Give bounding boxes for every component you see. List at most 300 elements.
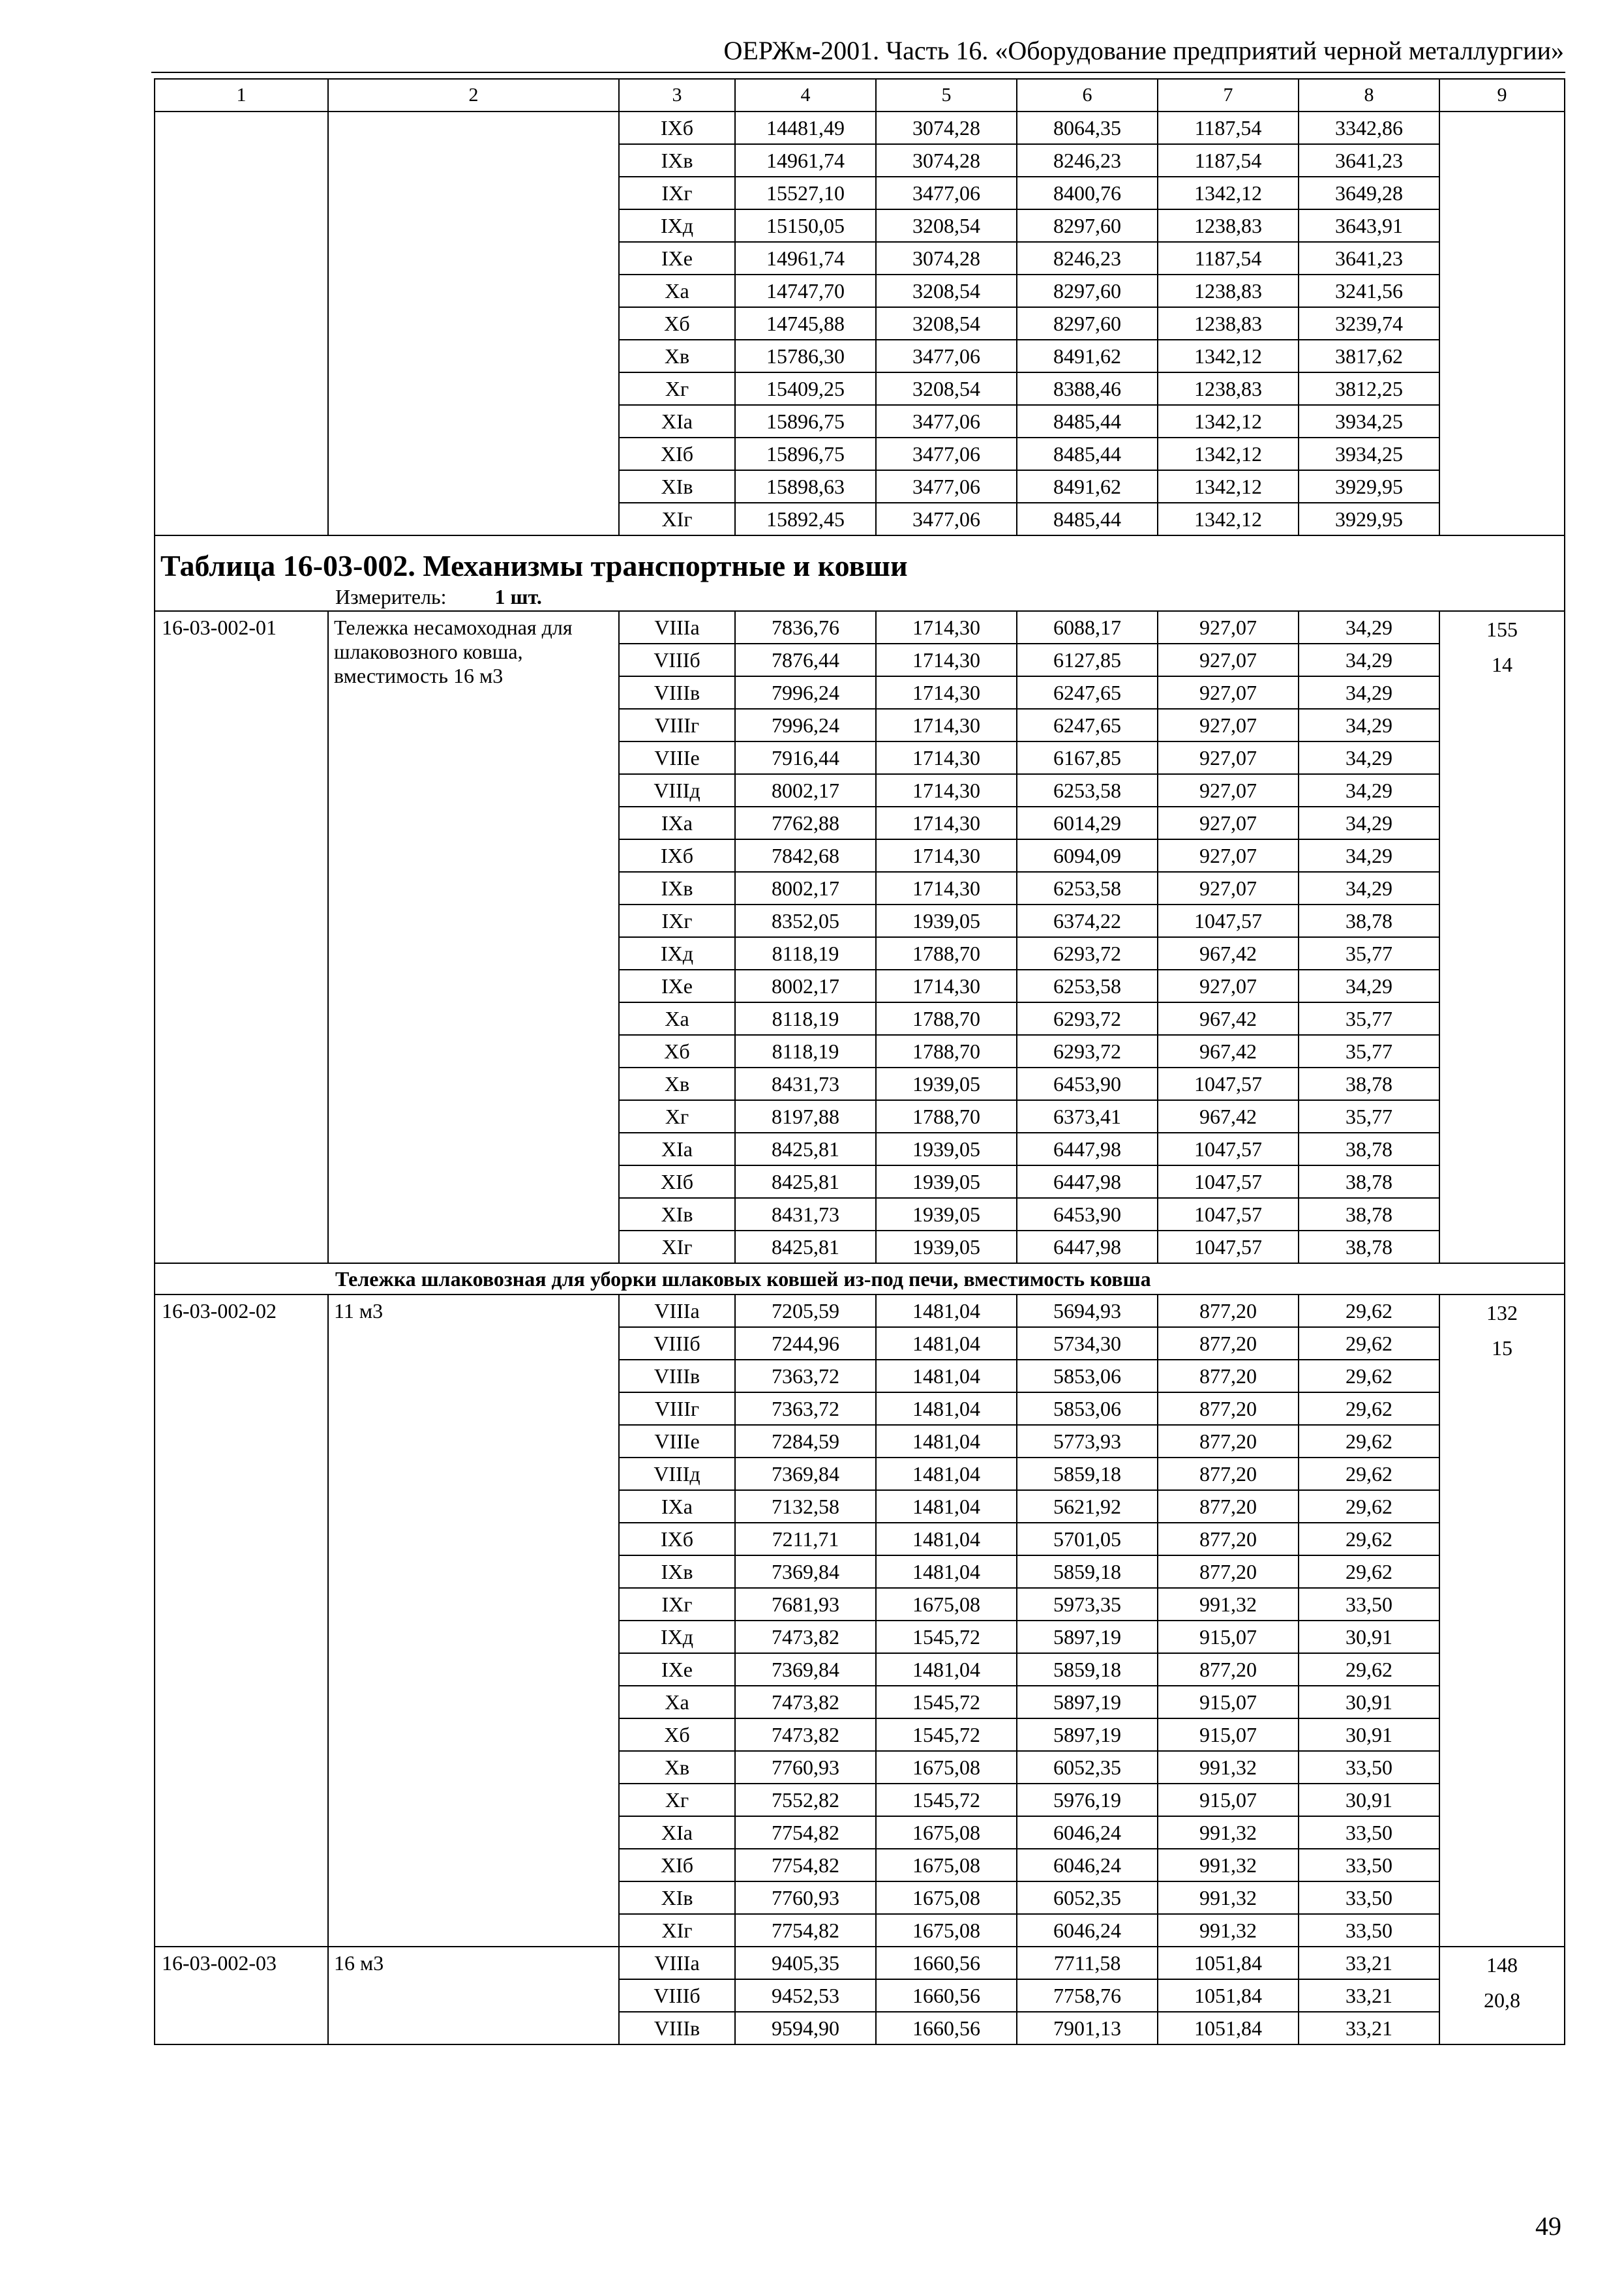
wages-cell: 1675,08 <box>876 1751 1017 1784</box>
wages-cell: 1788,70 <box>876 1035 1017 1068</box>
district-cell: VIIIе <box>619 1425 735 1458</box>
wages-cell: 1481,04 <box>876 1555 1017 1588</box>
equipment-cost-cell: 8388,46 <box>1017 372 1158 405</box>
item-note-value: 132 <box>1486 1301 1518 1324</box>
district-cell: VIIIб <box>619 1327 735 1360</box>
machine-cost-cell: 915,07 <box>1158 1621 1299 1653</box>
unit-value: 1 шт. <box>494 585 542 609</box>
table-row <box>155 1294 1565 1327</box>
wages-cell: 1939,05 <box>876 1068 1017 1100</box>
machine-cost-cell: 927,07 <box>1158 970 1299 1002</box>
district-cell: XIб <box>619 438 735 470</box>
wages-cell: 1714,30 <box>876 611 1017 644</box>
equipment-cost-cell: 6447,98 <box>1017 1165 1158 1198</box>
machine-cost-cell: 967,42 <box>1158 1035 1299 1068</box>
machinist-wages-cell: 33,50 <box>1299 1914 1439 1947</box>
district-cell: Xб <box>619 1718 735 1751</box>
machinist-wages-cell: 38,78 <box>1299 1198 1439 1231</box>
wages-cell: 1788,70 <box>876 1002 1017 1035</box>
wages-cell: 1714,30 <box>876 741 1017 774</box>
unit-label: Измеритель: <box>335 585 447 609</box>
district-cell: Xб <box>619 307 735 340</box>
machine-cost-cell: 915,07 <box>1158 1718 1299 1751</box>
machine-cost-cell: 991,32 <box>1158 1751 1299 1784</box>
machinist-wages-cell: 3643,91 <box>1299 209 1439 242</box>
district-cell: VIIIб <box>619 644 735 676</box>
district-cell: XIб <box>619 1165 735 1198</box>
code-cell <box>155 112 328 535</box>
total-cost-cell: 7284,59 <box>735 1425 876 1458</box>
equipment-cost-cell: 8297,60 <box>1017 209 1158 242</box>
district-cell: IXе <box>619 1653 735 1686</box>
machine-cost-cell: 1238,83 <box>1158 372 1299 405</box>
machinist-wages-cell: 30,91 <box>1299 1718 1439 1751</box>
machine-cost-cell: 1047,57 <box>1158 1231 1299 1263</box>
district-cell: IXе <box>619 242 735 275</box>
equipment-cost-cell: 6374,22 <box>1017 905 1158 937</box>
district-cell: XIв <box>619 470 735 503</box>
total-cost-cell: 8002,17 <box>735 970 876 1002</box>
total-cost-cell: 15892,45 <box>735 503 876 535</box>
total-cost-cell: 7211,71 <box>735 1523 876 1555</box>
total-cost-cell: 9405,35 <box>735 1947 876 1979</box>
machine-cost-cell: 1342,12 <box>1158 340 1299 372</box>
name-cell <box>328 112 619 535</box>
total-cost-cell: 15527,10 <box>735 177 876 209</box>
machine-cost-cell: 1051,84 <box>1158 1947 1299 1979</box>
district-cell: XIг <box>619 503 735 535</box>
total-cost-cell: 14961,74 <box>735 144 876 177</box>
column-number: 7 <box>1158 79 1299 112</box>
equipment-cost-cell: 5897,19 <box>1017 1686 1158 1718</box>
machine-cost-cell: 877,20 <box>1158 1327 1299 1360</box>
machinist-wages-cell: 33,50 <box>1299 1588 1439 1621</box>
machine-cost-cell: 1187,54 <box>1158 112 1299 144</box>
machine-cost-cell: 1047,57 <box>1158 1198 1299 1231</box>
table-title: Таблица 16-03-002. Механизмы транспортные и ковши <box>155 535 1565 584</box>
equipment-cost-cell: 5973,35 <box>1017 1588 1158 1621</box>
table-row <box>155 1947 1565 1979</box>
total-cost-cell: 8425,81 <box>735 1231 876 1263</box>
total-cost-cell: 7754,82 <box>735 1914 876 1947</box>
total-cost-cell: 7916,44 <box>735 741 876 774</box>
item-code: 16-03-002-03 <box>155 1947 328 2044</box>
district-cell: IXб <box>619 839 735 872</box>
item-note-value: 20,8 <box>1484 1988 1520 2012</box>
machinist-wages-cell: 29,62 <box>1299 1490 1439 1523</box>
machine-cost-cell: 877,20 <box>1158 1490 1299 1523</box>
machine-cost-cell: 967,42 <box>1158 1100 1299 1133</box>
district-cell: IXб <box>619 112 735 144</box>
wages-cell: 1675,08 <box>876 1849 1017 1881</box>
total-cost-cell: 7205,59 <box>735 1294 876 1327</box>
equipment-cost-cell: 8297,60 <box>1017 307 1158 340</box>
total-cost-cell: 8002,17 <box>735 872 876 905</box>
total-cost-cell: 8431,73 <box>735 1198 876 1231</box>
wages-cell: 1714,30 <box>876 644 1017 676</box>
subheading-row <box>155 1263 1565 1294</box>
item-name: 16 м3 <box>328 1947 619 2044</box>
total-cost-cell: 7473,82 <box>735 1718 876 1751</box>
district-cell: VIIIе <box>619 741 735 774</box>
total-cost-cell: 7369,84 <box>735 1653 876 1686</box>
machinist-wages-cell: 34,29 <box>1299 611 1439 644</box>
machine-cost-cell: 877,20 <box>1158 1653 1299 1686</box>
machine-cost-cell: 1342,12 <box>1158 405 1299 438</box>
machine-cost-cell: 915,07 <box>1158 1784 1299 1816</box>
machinist-wages-cell: 34,29 <box>1299 872 1439 905</box>
equipment-cost-cell: 5897,19 <box>1017 1718 1158 1751</box>
machine-cost-cell: 927,07 <box>1158 807 1299 839</box>
machinist-wages-cell: 3812,25 <box>1299 372 1439 405</box>
item-code: 16-03-002-01 <box>155 611 328 1263</box>
wages-cell: 1939,05 <box>876 905 1017 937</box>
equipment-cost-cell: 5853,06 <box>1017 1360 1158 1392</box>
equipment-cost-cell: 5773,93 <box>1017 1425 1158 1458</box>
district-cell: XIг <box>619 1914 735 1947</box>
total-cost-cell: 15898,63 <box>735 470 876 503</box>
total-cost-cell: 7473,82 <box>735 1686 876 1718</box>
total-cost-cell: 8118,19 <box>735 1002 876 1035</box>
column-number-row <box>155 79 1565 112</box>
district-cell: Xа <box>619 275 735 307</box>
equipment-cost-cell: 7758,76 <box>1017 1979 1158 2012</box>
wages-cell: 1939,05 <box>876 1198 1017 1231</box>
machine-cost-cell: 927,07 <box>1158 676 1299 709</box>
machine-cost-cell: 927,07 <box>1158 741 1299 774</box>
machine-cost-cell: 991,32 <box>1158 1849 1299 1881</box>
machine-cost-cell: 1187,54 <box>1158 144 1299 177</box>
machinist-wages-cell: 35,77 <box>1299 1100 1439 1133</box>
machinist-wages-cell: 30,91 <box>1299 1621 1439 1653</box>
machine-cost-cell: 991,32 <box>1158 1914 1299 1947</box>
machine-cost-cell: 1342,12 <box>1158 503 1299 535</box>
equipment-cost-cell: 8400,76 <box>1017 177 1158 209</box>
district-cell: VIIIб <box>619 1979 735 2012</box>
wages-cell: 1939,05 <box>876 1165 1017 1198</box>
wages-cell: 1714,30 <box>876 774 1017 807</box>
total-cost-cell: 15896,75 <box>735 405 876 438</box>
machinist-wages-cell: 33,21 <box>1299 2012 1439 2044</box>
equipment-cost-cell: 6293,72 <box>1017 1035 1158 1068</box>
district-cell: XIв <box>619 1881 735 1914</box>
district-cell: VIIIд <box>619 774 735 807</box>
equipment-cost-cell: 5701,05 <box>1017 1523 1158 1555</box>
total-cost-cell: 7244,96 <box>735 1327 876 1360</box>
total-cost-cell: 15150,05 <box>735 209 876 242</box>
wages-cell: 3477,06 <box>876 340 1017 372</box>
machinist-wages-cell: 33,21 <box>1299 1979 1439 2012</box>
equipment-cost-cell: 6088,17 <box>1017 611 1158 644</box>
wages-cell: 1545,72 <box>876 1718 1017 1751</box>
machine-cost-cell: 1047,57 <box>1158 1165 1299 1198</box>
wages-cell: 1714,30 <box>876 807 1017 839</box>
machinist-wages-cell: 29,62 <box>1299 1294 1439 1327</box>
machinist-wages-cell: 38,78 <box>1299 1231 1439 1263</box>
wages-cell: 1481,04 <box>876 1653 1017 1686</box>
district-cell: Xа <box>619 1686 735 1718</box>
district-cell: Xв <box>619 1751 735 1784</box>
equipment-cost-cell: 5853,06 <box>1017 1392 1158 1425</box>
district-cell: Xв <box>619 340 735 372</box>
item-name: Тележка несамоходная для шлаковозного ковша, вместимость 16 м3 <box>328 611 619 1263</box>
wages-cell: 1675,08 <box>876 1914 1017 1947</box>
machinist-wages-cell: 3641,23 <box>1299 242 1439 275</box>
total-cost-cell: 9594,90 <box>735 2012 876 2044</box>
wages-cell: 1660,56 <box>876 1947 1017 1979</box>
wages-cell: 1481,04 <box>876 1294 1017 1327</box>
equipment-cost-cell: 8485,44 <box>1017 405 1158 438</box>
column-number: 5 <box>876 79 1017 112</box>
item-notes <box>1439 1294 1565 1947</box>
unit-row <box>155 584 1565 611</box>
equipment-cost-cell: 6453,90 <box>1017 1198 1158 1231</box>
machine-cost-cell: 915,07 <box>1158 1686 1299 1718</box>
total-cost-cell: 8431,73 <box>735 1068 876 1100</box>
wages-cell: 1675,08 <box>876 1588 1017 1621</box>
district-cell: VIIIа <box>619 1947 735 1979</box>
district-cell: XIв <box>619 1198 735 1231</box>
machine-cost-cell: 991,32 <box>1158 1816 1299 1849</box>
item-notes <box>1439 1947 1565 2044</box>
page-number: 49 <box>1535 2211 1561 2241</box>
machine-cost-cell: 1047,57 <box>1158 1133 1299 1165</box>
machinist-wages-cell: 38,78 <box>1299 1133 1439 1165</box>
equipment-cost-cell: 5859,18 <box>1017 1653 1158 1686</box>
machinist-wages-cell: 34,29 <box>1299 774 1439 807</box>
total-cost-cell: 8002,17 <box>735 774 876 807</box>
wages-cell: 1714,30 <box>876 839 1017 872</box>
column-number: 2 <box>328 79 619 112</box>
total-cost-cell: 7369,84 <box>735 1555 876 1588</box>
total-cost-cell: 7754,82 <box>735 1849 876 1881</box>
machinist-wages-cell: 33,50 <box>1299 1849 1439 1881</box>
machinist-wages-cell: 3929,95 <box>1299 503 1439 535</box>
equipment-cost-cell: 6373,41 <box>1017 1100 1158 1133</box>
total-cost-cell: 7760,93 <box>735 1881 876 1914</box>
equipment-cost-cell: 8297,60 <box>1017 275 1158 307</box>
table-title-row <box>155 535 1565 584</box>
machine-cost-cell: 927,07 <box>1158 839 1299 872</box>
machine-cost-cell: 877,20 <box>1158 1392 1299 1425</box>
equipment-cost-cell: 5621,92 <box>1017 1490 1158 1523</box>
total-cost-cell: 7760,93 <box>735 1751 876 1784</box>
wages-cell: 3208,54 <box>876 372 1017 405</box>
district-cell: VIIIв <box>619 2012 735 2044</box>
item-notes <box>1439 611 1565 1263</box>
district-cell: IXг <box>619 177 735 209</box>
machine-cost-cell: 927,07 <box>1158 709 1299 741</box>
column-number: 9 <box>1439 79 1565 112</box>
equipment-cost-cell: 6046,24 <box>1017 1849 1158 1881</box>
machinist-wages-cell: 34,29 <box>1299 839 1439 872</box>
wages-cell: 1481,04 <box>876 1392 1017 1425</box>
wages-cell: 3208,54 <box>876 209 1017 242</box>
district-cell: XIа <box>619 1816 735 1849</box>
equipment-cost-cell: 8064,35 <box>1017 112 1158 144</box>
district-cell: IXа <box>619 807 735 839</box>
equipment-cost-cell: 8485,44 <box>1017 503 1158 535</box>
equipment-cost-cell: 5976,19 <box>1017 1784 1158 1816</box>
wages-cell: 3477,06 <box>876 438 1017 470</box>
equipment-cost-cell: 6127,85 <box>1017 644 1158 676</box>
wages-cell: 1481,04 <box>876 1360 1017 1392</box>
wages-cell: 3208,54 <box>876 275 1017 307</box>
district-cell: VIIIв <box>619 1360 735 1392</box>
district-cell: IXа <box>619 1490 735 1523</box>
machine-cost-cell: 877,20 <box>1158 1294 1299 1327</box>
machinist-wages-cell: 33,21 <box>1299 1947 1439 1979</box>
total-cost-cell: 7363,72 <box>735 1360 876 1392</box>
district-cell: Xг <box>619 372 735 405</box>
total-cost-cell: 8425,81 <box>735 1165 876 1198</box>
machinist-wages-cell: 34,29 <box>1299 741 1439 774</box>
machinist-wages-cell: 29,62 <box>1299 1392 1439 1425</box>
machine-cost-cell: 1047,57 <box>1158 1068 1299 1100</box>
total-cost-cell: 14745,88 <box>735 307 876 340</box>
equipment-cost-cell: 8246,23 <box>1017 144 1158 177</box>
machinist-wages-cell: 34,29 <box>1299 807 1439 839</box>
machinist-wages-cell: 3649,28 <box>1299 177 1439 209</box>
total-cost-cell: 14747,70 <box>735 275 876 307</box>
machinist-wages-cell: 35,77 <box>1299 1035 1439 1068</box>
district-cell: Xг <box>619 1100 735 1133</box>
wages-cell: 3477,06 <box>876 405 1017 438</box>
wages-cell: 1545,72 <box>876 1621 1017 1653</box>
district-cell: IXв <box>619 144 735 177</box>
machine-cost-cell: 1051,84 <box>1158 1979 1299 2012</box>
machinist-wages-cell: 33,50 <box>1299 1881 1439 1914</box>
machinist-wages-cell: 33,50 <box>1299 1751 1439 1784</box>
machinist-wages-cell: 33,50 <box>1299 1816 1439 1849</box>
district-cell: VIIIг <box>619 709 735 741</box>
machinist-wages-cell: 34,29 <box>1299 970 1439 1002</box>
equipment-cost-cell: 6293,72 <box>1017 937 1158 970</box>
total-cost-cell: 8425,81 <box>735 1133 876 1165</box>
wages-cell: 1714,30 <box>876 970 1017 1002</box>
wages-cell: 1714,30 <box>876 872 1017 905</box>
machine-cost-cell: 1187,54 <box>1158 242 1299 275</box>
equipment-cost-cell: 6247,65 <box>1017 676 1158 709</box>
equipment-cost-cell: 6253,58 <box>1017 970 1158 1002</box>
wages-cell: 1788,70 <box>876 1100 1017 1133</box>
machinist-wages-cell: 29,62 <box>1299 1555 1439 1588</box>
machine-cost-cell: 877,20 <box>1158 1523 1299 1555</box>
equipment-cost-cell: 5859,18 <box>1017 1555 1158 1588</box>
district-cell: Xг <box>619 1784 735 1816</box>
equipment-cost-cell: 5694,93 <box>1017 1294 1158 1327</box>
unit-cell <box>155 584 1565 611</box>
wages-cell: 1545,72 <box>876 1686 1017 1718</box>
machinist-wages-cell: 3239,74 <box>1299 307 1439 340</box>
machinist-wages-cell: 3929,95 <box>1299 470 1439 503</box>
total-cost-cell: 7996,24 <box>735 709 876 741</box>
wages-cell: 1481,04 <box>876 1458 1017 1490</box>
wages-cell: 1939,05 <box>876 1133 1017 1165</box>
total-cost-cell: 15409,25 <box>735 372 876 405</box>
equipment-cost-cell: 7711,58 <box>1017 1947 1158 1979</box>
machine-cost-cell: 1238,83 <box>1158 275 1299 307</box>
running-header: ОЕРЖм-2001. Часть 16. «Оборудование предприятий черной металлургии» <box>723 36 1564 65</box>
wages-cell: 3477,06 <box>876 503 1017 535</box>
notes-cell <box>1439 112 1565 535</box>
table-row <box>155 112 1565 144</box>
machine-cost-cell: 991,32 <box>1158 1588 1299 1621</box>
total-cost-cell: 7754,82 <box>735 1816 876 1849</box>
equipment-cost-cell: 5859,18 <box>1017 1458 1158 1490</box>
machinist-wages-cell: 38,78 <box>1299 1165 1439 1198</box>
machine-cost-cell: 991,32 <box>1158 1881 1299 1914</box>
wages-cell: 3477,06 <box>876 470 1017 503</box>
total-cost-cell: 14961,74 <box>735 242 876 275</box>
wages-cell: 1660,56 <box>876 2012 1017 2044</box>
machinist-wages-cell: 3342,86 <box>1299 112 1439 144</box>
total-cost-cell: 8118,19 <box>735 1035 876 1068</box>
equipment-cost-cell: 6247,65 <box>1017 709 1158 741</box>
total-cost-cell: 7996,24 <box>735 676 876 709</box>
machinist-wages-cell: 38,78 <box>1299 905 1439 937</box>
district-cell: VIIIв <box>619 676 735 709</box>
district-cell: IXв <box>619 872 735 905</box>
district-cell: XIб <box>619 1849 735 1881</box>
item-note-value: 155 <box>1486 618 1518 641</box>
wages-cell: 3477,06 <box>876 177 1017 209</box>
equipment-cost-cell: 5734,30 <box>1017 1327 1158 1360</box>
wages-cell: 1714,30 <box>876 676 1017 709</box>
wages-cell: 1481,04 <box>876 1490 1017 1523</box>
total-cost-cell: 15786,30 <box>735 340 876 372</box>
equipment-cost-cell: 5897,19 <box>1017 1621 1158 1653</box>
machine-cost-cell: 927,07 <box>1158 644 1299 676</box>
total-cost-cell: 7132,58 <box>735 1490 876 1523</box>
district-cell: VIIIа <box>619 1294 735 1327</box>
machine-cost-cell: 1238,83 <box>1158 209 1299 242</box>
machine-cost-cell: 927,07 <box>1158 872 1299 905</box>
equipment-cost-cell: 6253,58 <box>1017 774 1158 807</box>
machinist-wages-cell: 29,62 <box>1299 1360 1439 1392</box>
machinist-wages-cell: 3641,23 <box>1299 144 1439 177</box>
equipment-cost-cell: 8246,23 <box>1017 242 1158 275</box>
machinist-wages-cell: 3241,56 <box>1299 275 1439 307</box>
machinist-wages-cell: 29,62 <box>1299 1327 1439 1360</box>
district-cell: XIа <box>619 1133 735 1165</box>
district-cell: VIIIд <box>619 1458 735 1490</box>
item-note-value: 14 <box>1492 653 1512 676</box>
machine-cost-cell: 927,07 <box>1158 611 1299 644</box>
district-cell: XIа <box>619 405 735 438</box>
total-cost-cell: 8118,19 <box>735 937 876 970</box>
equipment-cost-cell: 6046,24 <box>1017 1816 1158 1849</box>
wages-cell: 3208,54 <box>876 307 1017 340</box>
district-cell: IXб <box>619 1523 735 1555</box>
wages-cell: 3074,28 <box>876 112 1017 144</box>
machinist-wages-cell: 35,77 <box>1299 937 1439 970</box>
equipment-cost-cell: 6052,35 <box>1017 1751 1158 1784</box>
machine-cost-cell: 1342,12 <box>1158 470 1299 503</box>
machinist-wages-cell: 34,29 <box>1299 644 1439 676</box>
table-row <box>155 611 1565 644</box>
district-cell: IXд <box>619 1621 735 1653</box>
total-cost-cell: 7681,93 <box>735 1588 876 1621</box>
district-cell: XIг <box>619 1231 735 1263</box>
machinist-wages-cell: 38,78 <box>1299 1068 1439 1100</box>
district-cell: IXг <box>619 1588 735 1621</box>
equipment-cost-cell: 8491,62 <box>1017 470 1158 503</box>
equipment-cost-cell: 8485,44 <box>1017 438 1158 470</box>
equipment-cost-cell: 6014,29 <box>1017 807 1158 839</box>
total-cost-cell: 9452,53 <box>735 1979 876 2012</box>
machine-cost-cell: 877,20 <box>1158 1360 1299 1392</box>
